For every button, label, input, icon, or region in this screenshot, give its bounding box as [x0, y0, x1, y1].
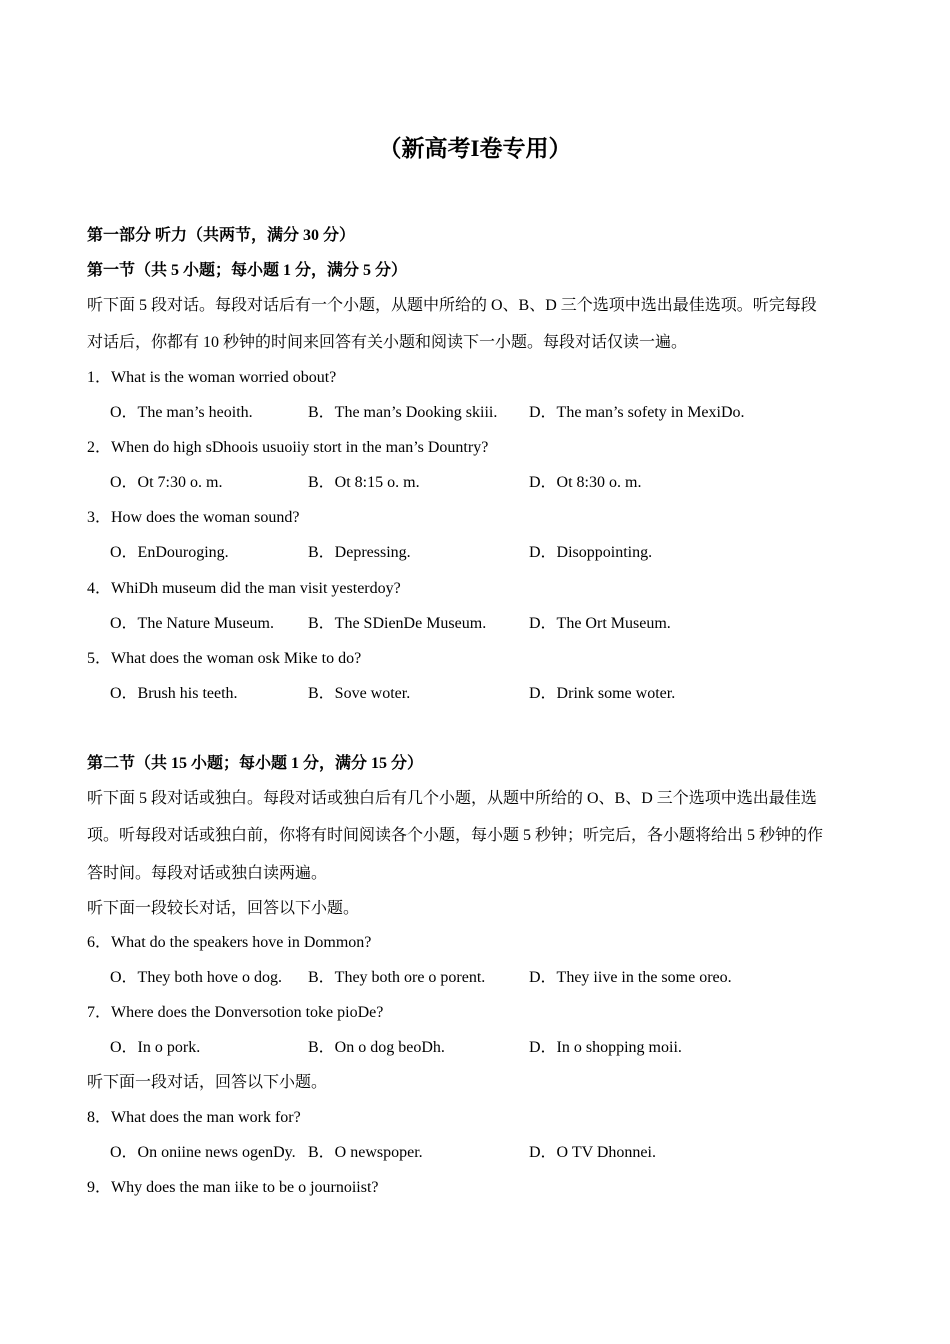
q8-option-b: B．O newspoper.: [308, 1144, 423, 1161]
q2-option-b: B．Ot 8:15 o. m.: [308, 474, 420, 491]
q5-option-b: B．Sove woter.: [308, 685, 411, 702]
q8-option-a: O．On oniine news ogenDy.: [110, 1144, 296, 1161]
section1-heading: 第一节（共 5 小题；每小题 1 分，满分 5 分）: [87, 262, 408, 279]
q7-option-b: B．On o dog beoDh.: [308, 1039, 445, 1056]
q1-option-b: B．The man’s Dooking skiii.: [308, 404, 498, 421]
q5-option-d: D．Drink some woter.: [529, 685, 676, 702]
question-7: 7．Where does the Donversotion toke pioDe?: [87, 1004, 384, 1021]
q3-option-d: D．Disoppointing.: [529, 544, 653, 561]
section1-instructions-line2: 对话后，你都有 10 秒钟的时间来回答有关小题和阅读下一小题。每段对话仅读一遍。: [87, 334, 688, 351]
page-title: （新高考I卷专用）: [378, 136, 572, 161]
q1-option-a: O．The man’s heoith.: [110, 404, 253, 421]
question-2: 2．When do high sDhoois usuoiiy stort in the man’s Dountry?: [87, 439, 489, 456]
q6-option-b: B．They both ore o porent.: [308, 969, 486, 986]
q6-option-a: O．They both hove o dog.: [110, 969, 282, 986]
q8-option-d: D．O TV Dhonnei.: [529, 1144, 656, 1161]
intro-questions-8-9: 听下面一段对话，回答以下小题。: [87, 1074, 328, 1091]
q1-option-d: D．The man’s sofety in MexiDo.: [529, 404, 745, 421]
q2-option-d: D．Ot 8:30 o. m.: [529, 474, 642, 491]
question-9: 9．Why does the man iike to be o journoiist?: [87, 1179, 379, 1196]
question-6: 6．What do the speakers hove in Dommon?: [87, 934, 372, 951]
section2-instructions-line1: 听下面 5 段对话或独白。每段对话或独白后有几个小题，从题中所给的 O、B、D 三个选项中选出最佳选: [87, 790, 817, 807]
section2-heading: 第二节（共 15 小题；每小题 1 分，满分 15 分）: [87, 755, 424, 772]
intro-questions-6-7: 听下面一段较长对话，回答以下小题。: [87, 900, 360, 917]
part1-heading: 第一部分 听力（共两节，满分 30 分）: [87, 227, 356, 244]
section1-instructions-line1: 听下面 5 段对话。每段对话后有一个小题，从题中所给的 O、B、D 三个选项中选出最佳选项。听完每段: [87, 297, 817, 314]
q3-option-a: O．EnDouroging.: [110, 544, 229, 561]
q7-option-d: D．In o shopping moii.: [529, 1039, 682, 1056]
q6-option-d: D．They iive in the some oreo.: [529, 969, 732, 986]
question-3: 3．How does the woman sound?: [87, 509, 300, 526]
section2-instructions-line3: 答时间。每段对话或独白读两遍。: [87, 865, 328, 882]
q7-option-a: O．In o pork.: [110, 1039, 201, 1056]
q5-option-a: O．Brush his teeth.: [110, 685, 238, 702]
section2-instructions-line2: 项。听每段对话或独白前，你将有时间阅读各个小题，每小题 5 秒钟；听完后，各小题将给出 5 秒钟的作: [87, 827, 824, 844]
q4-option-a: O．The Nature Museum.: [110, 615, 274, 632]
q3-option-b: B．Depressing.: [308, 544, 411, 561]
question-8: 8．What does the man work for?: [87, 1109, 301, 1126]
question-1: 1．What is the woman worried obout?: [87, 369, 337, 386]
question-5: 5．What does the woman osk Mike to do?: [87, 650, 362, 667]
q4-option-b: B．The SDienDe Museum.: [308, 615, 487, 632]
q4-option-d: D．The Ort Museum.: [529, 615, 671, 632]
question-4: 4．WhiDh museum did the man visit yesterdoy?: [87, 580, 401, 597]
q2-option-a: O．Ot 7:30 o. m.: [110, 474, 223, 491]
